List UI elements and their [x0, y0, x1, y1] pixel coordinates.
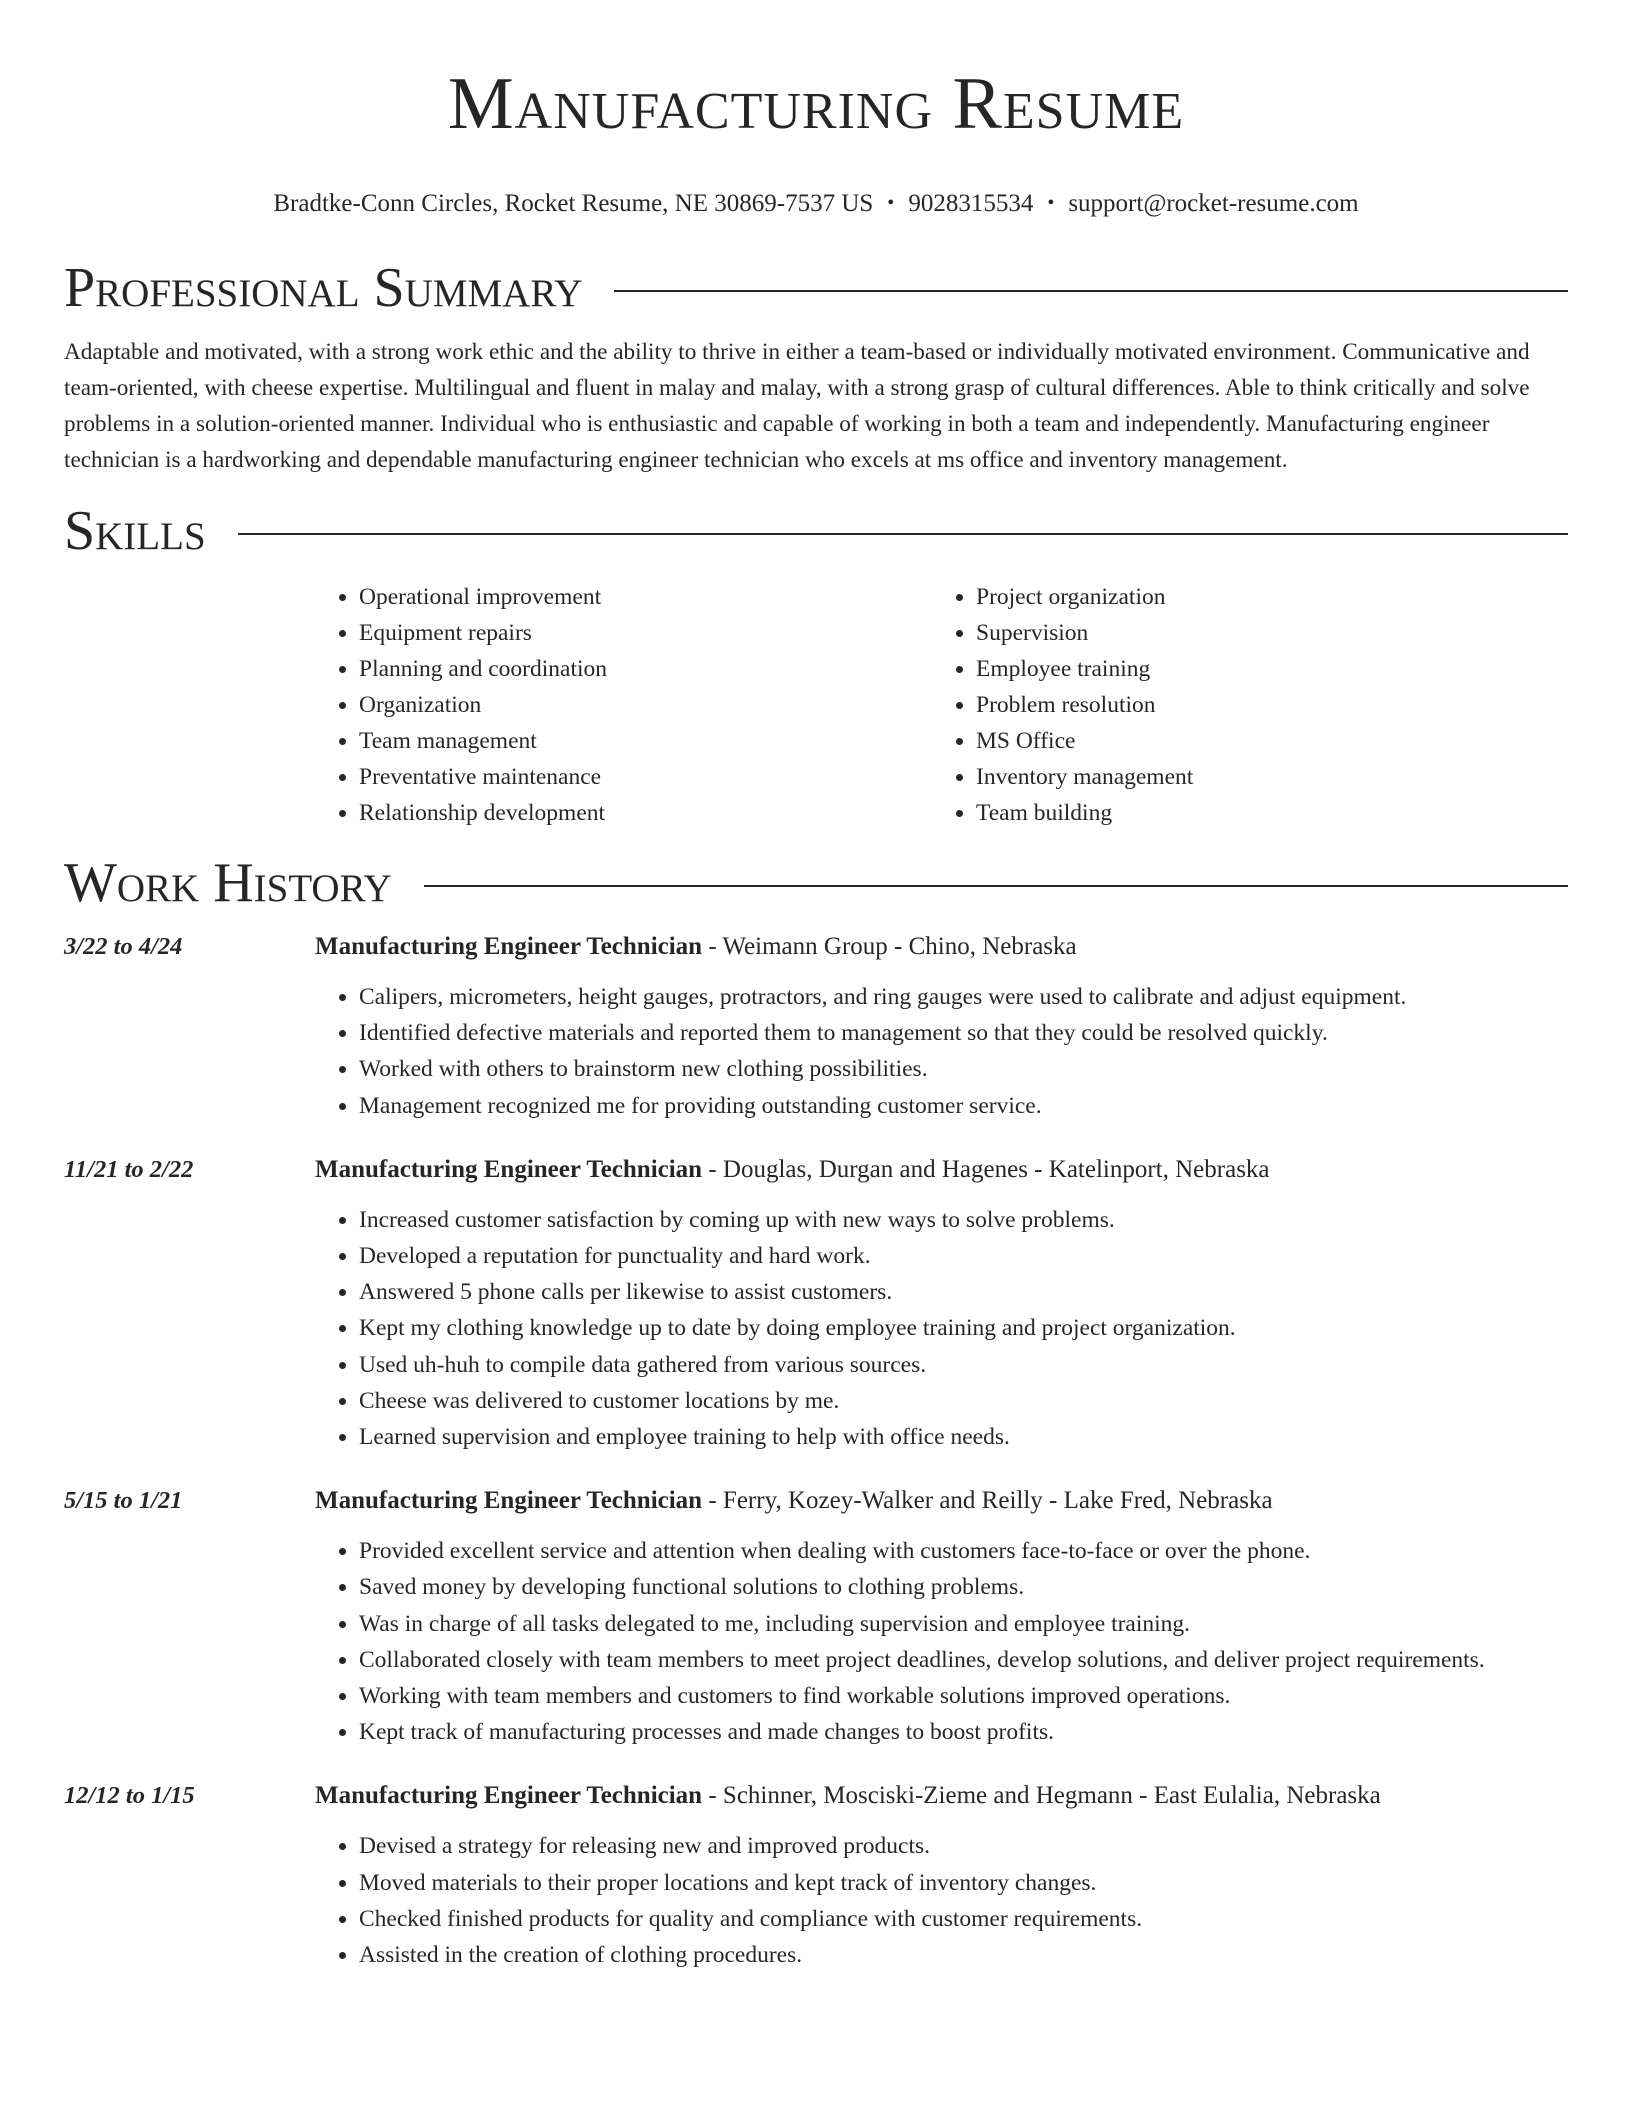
list-item: • Preventative maintenance	[359, 759, 932, 795]
contact-address: Bradtke-Conn Circles, Rocket Resume, NE 30869-7537 US	[273, 190, 874, 217]
list-item: • Devised a strategy for releasing new and improved products.	[359, 1828, 1568, 1864]
list-item: • Checked finished products for quality and compliance with customer requirements.	[359, 1901, 1568, 1937]
work-history-list	[64, 929, 1568, 1973]
list-item: • Team management	[359, 723, 932, 759]
job-employer-location: - Ferry, Kozey-Walker and Reilly - Lake Fred, Nebraska	[702, 1487, 1273, 1515]
skills-column-right	[932, 579, 1549, 831]
job-title: Manufacturing Engineer Technician	[315, 1155, 703, 1183]
list-item: • Organization	[359, 687, 932, 723]
skills-section-header	[64, 496, 1568, 566]
list-item: • Inventory management	[976, 759, 1549, 795]
list-item: • Supervision	[976, 615, 1549, 651]
job-body	[315, 929, 1568, 1124]
job-entry	[64, 1483, 1568, 1750]
contact-email: support@rocket-resume.com	[1068, 190, 1359, 217]
contact-line	[64, 188, 1568, 219]
contact-separator: •	[1047, 192, 1055, 214]
job-title: Manufacturing Engineer Technician	[315, 933, 703, 960]
job-entry	[64, 1152, 1568, 1455]
job-employer-location: - Schinner, Mosciski-Zieme and Hegmann - East Eulalia, Nebraska	[702, 1782, 1381, 1810]
job-entry	[64, 929, 1568, 1124]
list-item: • Planning and coordination	[359, 651, 932, 687]
job-title: Manufacturing Engineer Technician	[315, 1782, 703, 1810]
list-item: • Kept track of manufacturing processes and made changes to boost profits.	[359, 1714, 1568, 1750]
summary-section-header	[64, 253, 1568, 323]
summary-text: Adaptable and motivated, with a strong work ethic and the ability to thrive in either a team-based or individually motivated environment. Communicative and team-oriented, with cheese expertise. Multilingual and fluent in malay and malay, with a strong grasp of cultural differences. Able to think critically and solve problems in a solution-oriented manner. Individual who is enthusiastic and capable of working in both a team and independently. Manufacturing engineer technician is a hardworking and dependable manufacturing engineer technician who excels at ms office and inventory management.	[64, 339, 1530, 473]
list-item: • Kept my clothing knowledge up to date by doing employee training and project organization.	[359, 1310, 1568, 1346]
list-item: • Employee training	[976, 651, 1549, 687]
list-item: • Collaborated closely with team members to meet project deadlines, develop solutions, and deliver project requirements.	[359, 1642, 1568, 1678]
skills-column-left	[315, 579, 932, 831]
list-item: • Increased customer satisfaction by coming up with new ways to solve problems.	[359, 1202, 1568, 1238]
list-item: • Relationship development	[359, 795, 932, 831]
job-employer-location: - Weimann Group - Chino, Nebraska	[702, 933, 1077, 960]
skills-list	[315, 579, 1568, 831]
contact-separator: •	[887, 192, 895, 214]
job-body	[315, 1778, 1568, 1973]
job-heading	[315, 1152, 1568, 1188]
job-dates: 11/21 to 2/22	[64, 1155, 194, 1183]
list-item: • Saved money by developing functional solutions to clothing problems.	[359, 1569, 1568, 1605]
section-divider	[424, 885, 1568, 887]
list-item: • MS Office	[976, 723, 1549, 759]
list-item: • Equipment repairs	[359, 615, 932, 651]
work-heading: Work History	[64, 852, 392, 914]
section-divider	[238, 533, 1568, 535]
job-employer-location: - Douglas, Durgan and Hagenes - Katelinport, Nebraska	[702, 1155, 1270, 1183]
job-heading	[315, 929, 1568, 965]
job-bullets	[315, 1202, 1568, 1455]
list-item: • Worked with others to brainstorm new clothing possibilities.	[359, 1051, 1568, 1087]
list-item: • Problem resolution	[976, 687, 1549, 723]
section-divider	[614, 290, 1568, 292]
list-item: • Developed a reputation for punctuality and hard work.	[359, 1238, 1568, 1274]
job-heading	[315, 1778, 1568, 1814]
list-item: • Moved materials to their proper locations and kept track of inventory changes.	[359, 1865, 1568, 1901]
list-item: • Answered 5 phone calls per likewise to assist customers.	[359, 1274, 1568, 1310]
list-item: • Operational improvement	[359, 579, 932, 615]
job-dates: 5/15 to 1/21	[64, 1487, 183, 1515]
skills-heading: Skills	[64, 500, 206, 562]
list-item: • Assisted in the creation of clothing procedures.	[359, 1937, 1568, 1973]
list-item: • Identified defective materials and reported them to management so that they could be resolved quickly.	[359, 1015, 1568, 1051]
job-dates: 12/12 to 1/15	[64, 1782, 195, 1810]
job-bullets	[315, 1533, 1568, 1750]
list-item: • Management recognized me for providing outstanding customer service.	[359, 1088, 1568, 1124]
list-item: • Calipers, micrometers, height gauges, protractors, and ring gauges were used to calibrate and adjust equipment.	[359, 979, 1568, 1015]
resume-page	[64, 0, 1568, 1973]
list-item: • Project organization	[976, 579, 1549, 615]
summary-heading: Professional Summary	[64, 257, 583, 319]
list-item: • Team building	[976, 795, 1549, 831]
job-heading	[315, 1483, 1568, 1519]
job-body	[315, 1483, 1568, 1750]
list-item: • Cheese was delivered to customer locations by me.	[359, 1383, 1568, 1419]
list-item: • Learned supervision and employee training to help with office needs.	[359, 1419, 1568, 1455]
contact-phone: 9028315534	[908, 190, 1034, 217]
work-section-header	[64, 848, 1568, 918]
job-title: Manufacturing Engineer Technician	[315, 1487, 703, 1515]
list-item: • Provided excellent service and attention when dealing with customers face-to-face or over the phone.	[359, 1533, 1568, 1569]
job-entry	[64, 1778, 1568, 1973]
list-item: • Used uh-huh to compile data gathered from various sources.	[359, 1347, 1568, 1383]
job-bullets	[315, 979, 1568, 1124]
resume-title: Manufacturing Resume	[447, 63, 1185, 145]
job-bullets	[315, 1828, 1568, 1973]
list-item: • Was in charge of all tasks delegated to me, including supervision and employee training.	[359, 1606, 1568, 1642]
job-body	[315, 1152, 1568, 1455]
list-item: • Working with team members and customers to find workable solutions improved operations.	[359, 1678, 1568, 1714]
job-dates: 3/22 to 4/24	[64, 933, 183, 960]
